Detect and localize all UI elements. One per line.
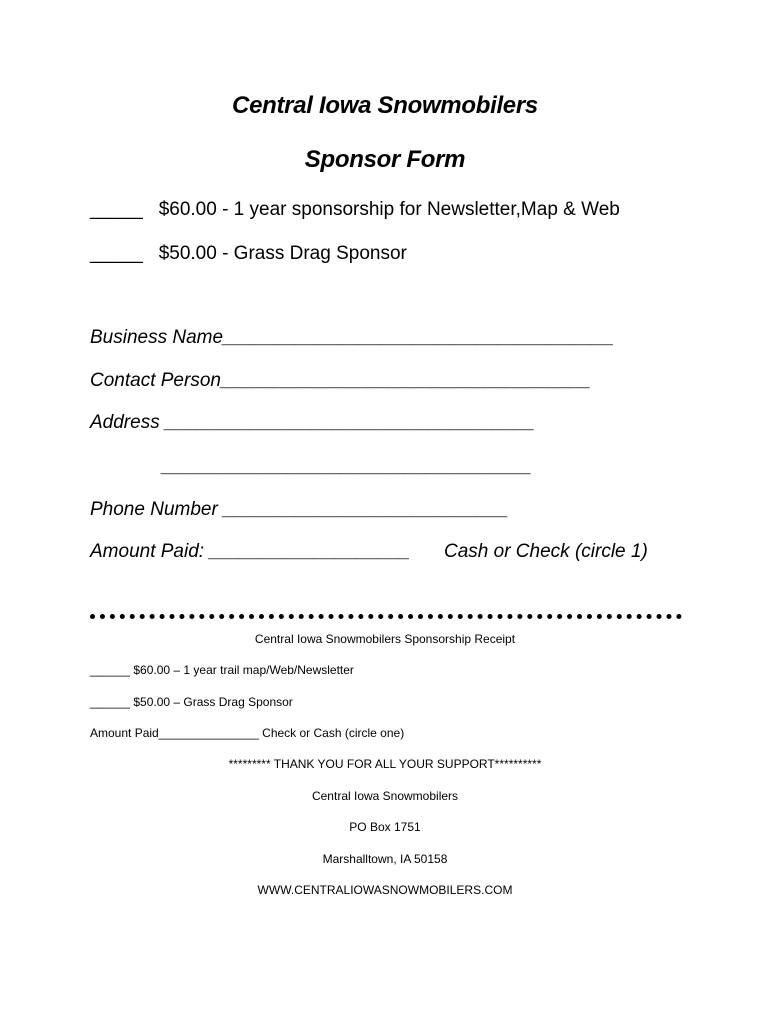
city-state-zip: Marshalltown, IA 50158 xyxy=(322,852,448,866)
option-blank: _____ xyxy=(90,243,143,264)
option-text: $50.00 - Grass Drag Sponsor xyxy=(158,243,407,264)
option-text: $60.00 - 1 year sponsorship for Newsletter,Map & Web xyxy=(158,199,620,220)
option-blank: _____ xyxy=(90,199,143,220)
amount-paid-field: Amount Paid: ___________________ xyxy=(90,541,411,562)
thank-you-line: ********* THANK YOU FOR ALL YOUR SUPPORT********** xyxy=(228,757,542,771)
receipt-option-50: ______ $50.00 – Grass Drag Sponsor xyxy=(90,695,293,709)
cut-line-divider xyxy=(90,614,682,619)
address-field: Address ___________________________________ xyxy=(90,412,535,433)
payment-method: Cash or Check (circle 1) xyxy=(444,541,648,562)
website: WWW.CENTRALIOWASNOWMOBILERS.COM xyxy=(257,883,513,897)
form-subtitle: Sponsor Form xyxy=(304,146,466,173)
business-name-field: Business Name_____________________________________ xyxy=(90,327,615,348)
receipt-title: Central Iowa Snowmobilers Sponsorship Receipt xyxy=(254,632,516,646)
option-sponsorship-60 xyxy=(90,199,620,221)
contact-person-field: Contact Person___________________________________ xyxy=(90,370,591,391)
po-box: PO Box 1751 xyxy=(349,820,421,834)
organization-name: Central Iowa Snowmobilers xyxy=(311,789,459,803)
option-grass-drag-50 xyxy=(90,243,407,265)
address-line-2: ___________________________________ xyxy=(162,456,532,477)
receipt-amount-paid: Amount Paid_______________ Check or Cash (circle one) xyxy=(90,726,405,740)
phone-number-field: Phone Number ___________________________ xyxy=(90,499,509,520)
form-title: Central Iowa Snowmobilers xyxy=(232,92,538,119)
receipt-option-60: ______ $60.00 – 1 year trail map/Web/Newsletter xyxy=(90,663,354,677)
